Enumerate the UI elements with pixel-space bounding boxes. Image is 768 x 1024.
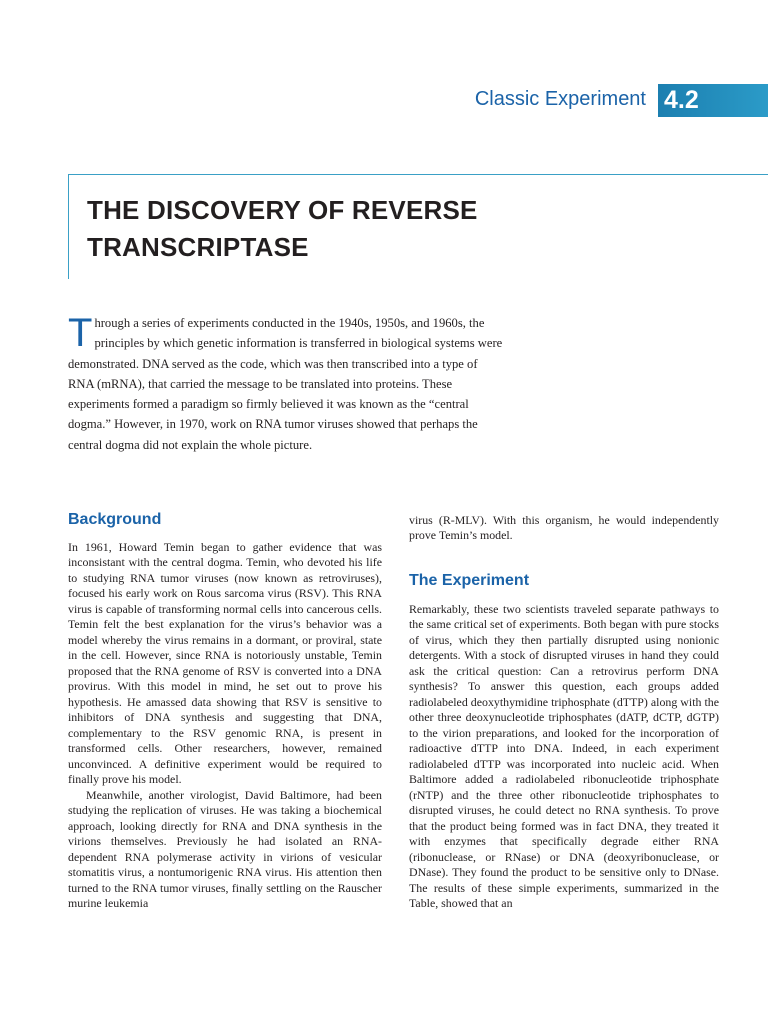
section-label: Classic Experiment [474,88,646,110]
background-continuation: virus (R-MLV). With this organism, he would independently prove Temin’s model. [409,513,719,543]
section-number-badge [658,84,768,117]
background-paragraph-2: Meanwhile, another virologist, David Baltimore, had been studying the replication of viruses. He was taking a biochemical approach, looking directly for RNA and DNA synthesis in the virions themselves. Previously he had isolated an RNA-dependent RNA polymerase activity in virions of vesicular stomatitis virus, a nontumorigenic RNA virus. His attention then turned to the RNA tumor viruses, finally settling on the Rauscher murine leukemia [68,787,382,911]
left-column [68,540,382,912]
background-heading: Background [68,511,162,528]
title-line-2: TRANSCRIPTASE [87,232,309,262]
title-line-1: THE DISCOVERY OF REVERSE [87,195,478,225]
section-number: 4.2 [664,86,699,114]
intro-paragraph [68,313,504,455]
drop-cap: T [68,311,93,355]
experiment-paragraph-1: Remarkably, these two scientists traveled separate pathways to the same critical set of experiments. Both began with pure stocks of virus, which they then partially disrupted using nonionic detergents. With a stock of disrupted viruses in hand they could ask the critical question: Can a retrovirus perform DNA synthesis? To answer this question, each groups added radiolabeled deoxythymidine triphosphate (dTTP) along with the other three deoxynucleotide triphosphates (dATP, dCTP, dGTP) to the virion preparations, and looked for the incorporation of radioactive dTTP into DNA. Indeed, in each experiment radiolabeled dTTP was incorporated into nucleic acid. When Baltimore added a radiolabeled ribonucleotide triphosphate (rNTP) and the three other ribonucleotide triphosphates to disrupted viruses, he could detect no RNA synthesis. To prove that the product being formed was in fact DNA, they treated it with enzymes that specifically degrade either RNA (ribonuclease, or RNase) or DNA (deoxyribonuclease, or DNase). They found the product to be sensitive only to DNase. The results of these simple experiments, summarized in the Table, showed that an [409,602,719,911]
experiment-heading: The Experiment [409,572,530,589]
background-paragraph-1: In 1961, Howard Temin began to gather evidence that was inconsistant with the central dogma. Temin, who devoted his life to studying RNA tumor viruses (now known as retroviruses), focused his early work on Rous sarcoma virus (RSV). This RNA virus is capable of transforming normal cells into cancerous cells. Temin felt the best explanation for the virus’s behavior was a model whereby the virus remains in a dormant, or proviral, state in the cell. However, since RNA is notoriously unstable, Temin proposed that the RNA genome of RSV is converted into a DNA provirus. With this model in mind, he set out to prove his hypothesis. He amassed data showing that RSV is sensitive to inhibitors of DNA synthesis and suggesting that DNA, complementary to the RSV genomic RNA, is present in transformed cells. Other researchers, however, remained unconvinced. A definitive experiment would be required to finally prove his model. [68,540,382,787]
page-title [87,192,647,266]
right-column-top [409,513,719,544]
intro-text: hrough a series of experiments conducted in the 1940s, 1950s, and 1960s, the principles by which genetic information is transferred in biological systems were demonstrated. DNA served as the code, which was then transcribed into a type of RNA (mRNA), that carried the message to be translated into proteins. These experiments formed a paradigm so firmly believed it was known as the “central dogma.” However, in 1970, work on RNA tumor viruses showed that perhaps the central dogma did not explain the whole picture. [68,316,503,452]
right-column [409,602,719,912]
